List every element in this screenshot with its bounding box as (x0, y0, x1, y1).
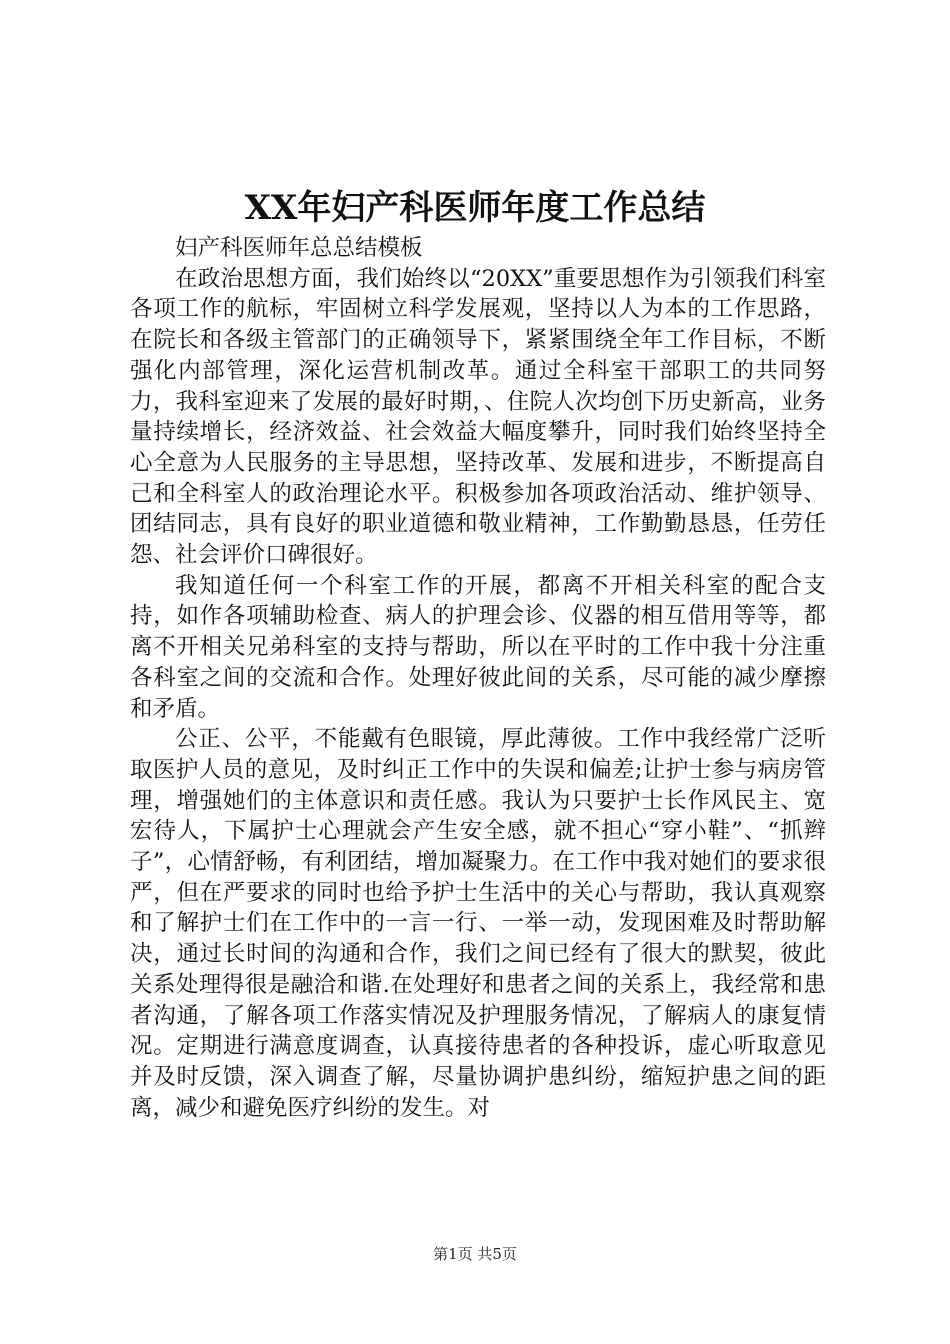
paragraph-fairness: 公正、公平，不能戴有色眼镜，厚此薄彼。工作中我经常广泛听取医护人员的意见，及时纠正工作中的失误和偏差;让护士参与病房管理，增强她们的主体意识和责任感。我认为只要护士长作风民主、宽宏待人，下属护士心理就会产生安全感，就不担心“穿小鞋”、“抓辫子”，心情舒畅，有利团结，增加凝聚力。在工作中我对她们的要求很严，但在严要求的同时也给予护士生活中的关心与帮助，我认真观察和了解护士们在工作中的一言一行、一举一动，发现困难及时帮助解决，通过长时间的沟通和合作，我们之间已经有了很大的默契，彼此关系处理得很是融洽和谐.在处理好和患者之间的关系上，我经常和患者沟通，了解各项工作落实情况及护理服务情况，了解病人的康复情况。定期进行满意度调查，认真接待患者的各种投诉，虚心听取意见并及时反馈，深入调查了解，尽量协调护患纠纷，缩短护患之间的距离，减少和避免医疗纠纷的发生。对 (130, 726, 826, 1121)
page-footer: 第1页 共5页 (433, 1245, 517, 1263)
paragraph-cooperation: 我知道任何一个科室工作的开展，都离不开相关科室的配合支持，如作各项辅助检查、病人的护理会诊、仪器的相互借用等等，都离不开相关兄弟科室的支持与帮助，所以在平时的工作中我十分注重各科室之间的交流和合作。处理好彼此间的关系，尽可能的减少摩擦和矛盾。 (130, 572, 826, 722)
document-subtitle: 妇产科医师年总总结模板 (175, 235, 423, 261)
document-title: XX年妇产科医师年度工作总结 (244, 188, 706, 228)
paragraph-political: 在政治思想方面，我们始终以“20XX”重要思想作为引领我们科室各项工作的航标，牢固树立科学发展观，坚持以人为本的工作思路，在院长和各级主管部门的正确领导下，紧紧围绕全年工作目标，不断强化内部管理，深化运营机制改革。通过全科室干部职工的共同努力，我科室迎来了发展的最好时期，、住院人次均创下历史新高，业务量持续增长，经济效益、社会效益大幅度攀升，同时我们始终坚持全心全意为人民服务的主导思想，坚持改革、发展和进步，不断提高自己和全科室人的政治理论水平。积极参加各项政治活动、维护领导、团结同志，具有良好的职业道德和敬业精神，工作勤勤恳恳，任劳任怨、社会评价口碑很好。 (130, 265, 826, 569)
document-body (130, 233, 826, 1123)
